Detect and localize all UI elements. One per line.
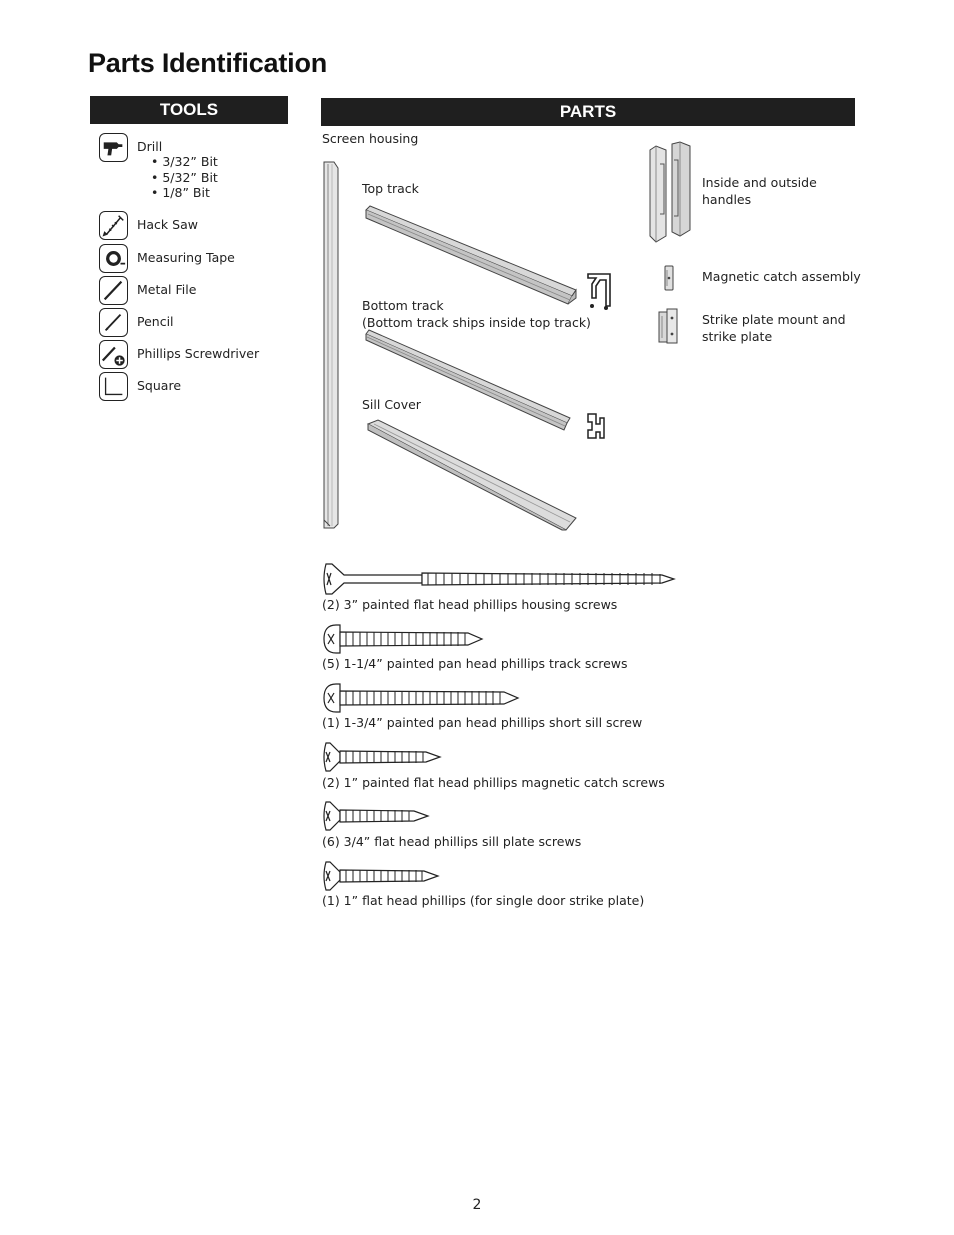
magnetic-catch-screw-illustration: [322, 741, 444, 773]
square-icon: [99, 372, 128, 401]
magnetic-catch-illustration: [662, 264, 676, 292]
pencil-icon: [99, 308, 128, 337]
phillips-screwdriver-icon: [99, 340, 128, 369]
sill-cover-label: Sill Cover: [362, 397, 421, 412]
drill-label: Drill: [137, 139, 163, 154]
strike-plate-screw-caption: (1) 1” flat head phillips (for single door strike plate): [322, 893, 645, 908]
drill-icon: [99, 133, 128, 162]
drill-bit-1-8: • 1/8” Bit: [151, 185, 210, 200]
page-title: Parts Identification: [88, 48, 328, 78]
sill-plate-screw-illustration: [322, 800, 432, 832]
hack-saw-icon: [99, 211, 128, 240]
strike-plate-illustration: [656, 306, 682, 346]
pencil-label: Pencil: [137, 314, 174, 329]
strike-plate-label-line2: strike plate: [702, 329, 773, 344]
bottom-track-label: [362, 297, 591, 331]
short-sill-screw-caption: (1) 1-3/4” painted pan head phillips short sill screw: [322, 715, 643, 730]
bottom-track-note: (Bottom track ships inside top track): [362, 315, 591, 330]
handles-label: [702, 174, 817, 208]
hack-saw-label: Hack Saw: [137, 217, 198, 232]
track-screw-caption: (5) 1-1/4” painted pan head phillips track screws: [322, 656, 628, 671]
square-label: Square: [137, 378, 182, 393]
measuring-tape-icon: [99, 244, 128, 273]
housing-screw-illustration: [322, 561, 678, 597]
measuring-tape-label: Measuring Tape: [137, 250, 235, 265]
strike-plate-screw-illustration: [322, 860, 442, 892]
track-screw-illustration: [322, 623, 486, 655]
strike-plate-label: [702, 311, 846, 345]
parts-header: PARTS: [321, 98, 855, 126]
handles-label-line2: handles: [702, 192, 752, 207]
magnetic-catch-label: Magnetic catch assembly: [702, 269, 861, 284]
page-number: 2: [472, 1197, 482, 1213]
top-track-label: Top track: [362, 181, 419, 196]
handles-illustration: [644, 140, 694, 244]
metal-file-icon: [99, 276, 128, 305]
bottom-track-title: Bottom track: [362, 298, 444, 313]
sill-plate-screw-caption: (6) 3/4” flat head phillips sill plate screws: [322, 834, 582, 849]
screen-housing-label: Screen housing: [322, 131, 419, 146]
tools-header: TOOLS: [90, 96, 288, 124]
metal-file-label: Metal File: [137, 282, 197, 297]
handles-label-line1: Inside and outside: [702, 175, 817, 190]
screen-housing-illustration: [320, 160, 346, 530]
phillips-screwdriver-label: Phillips Screwdriver: [137, 346, 260, 361]
short-sill-screw-illustration: [322, 682, 522, 714]
strike-plate-label-line1: Strike plate mount and: [702, 312, 846, 327]
sill-cover-illustration: [366, 418, 580, 534]
drill-bit-5-32: • 5/32” Bit: [151, 170, 218, 185]
housing-screw-caption: (2) 3” painted flat head phillips housing screws: [322, 597, 618, 612]
magnetic-catch-screw-caption: (2) 1” painted flat head phillips magnetic catch screws: [322, 775, 665, 790]
drill-bit-3-32: • 3/32” Bit: [151, 154, 218, 169]
